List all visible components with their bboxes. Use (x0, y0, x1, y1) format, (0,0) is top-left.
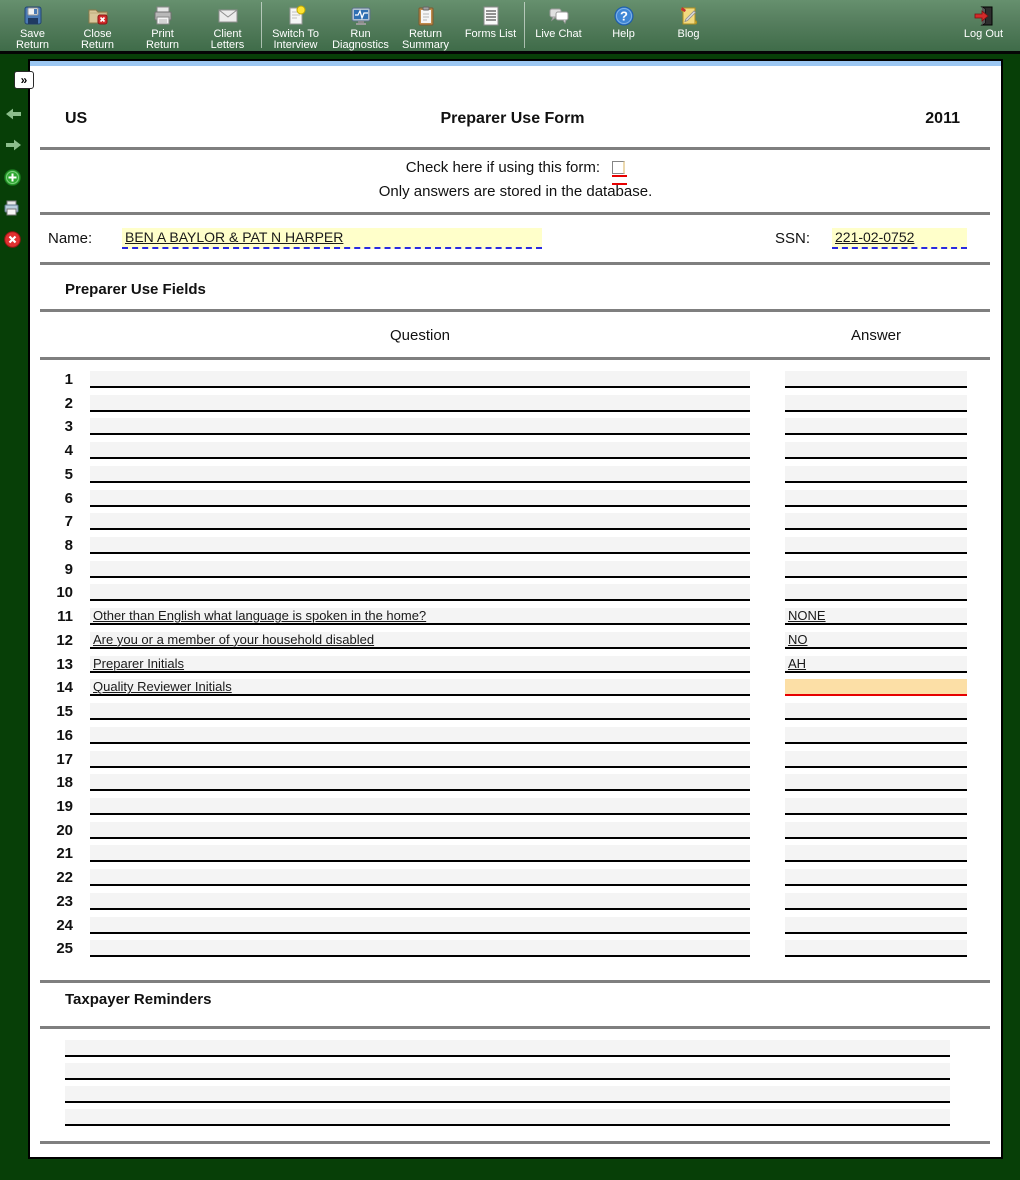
separator (40, 309, 990, 312)
answer-field[interactable]: NONE (785, 608, 967, 625)
toolbar-button-label: Print Return (145, 28, 180, 51)
question-field[interactable]: Quality Reviewer Initials (90, 679, 750, 696)
question-column-header: Question (389, 327, 451, 344)
toolbar-separator (524, 2, 525, 48)
preparer-use-row (30, 679, 1001, 703)
preparer-use-row (30, 561, 1001, 585)
toolbar-button-label: Switch To Interview (272, 28, 319, 51)
answer-field[interactable] (785, 869, 967, 886)
toolbar-button-forms-list[interactable] (458, 0, 523, 40)
question-field[interactable] (90, 822, 750, 839)
reminder-field[interactable] (65, 1040, 950, 1057)
form-header (65, 110, 960, 132)
separator (40, 212, 990, 215)
preparer-use-row (30, 442, 1001, 466)
toolbar-button-blog[interactable] (656, 0, 721, 40)
preparer-use-row (30, 632, 1001, 656)
preparer-use-row (30, 845, 1001, 869)
toolbar-button-live-chat[interactable] (526, 0, 591, 40)
svg-text:?: ? (619, 8, 628, 23)
row-number: 10 (56, 584, 73, 602)
preparer-use-row (30, 917, 1001, 941)
toolbar-button-label: Help (612, 28, 635, 40)
question-field[interactable] (90, 442, 750, 459)
toolbar-button-return-summary[interactable] (393, 0, 458, 51)
close-icon (65, 3, 130, 28)
answer-field[interactable] (785, 940, 967, 957)
answer-field[interactable] (785, 490, 967, 507)
answer-field[interactable] (785, 703, 967, 720)
row-number: 19 (56, 797, 73, 815)
form-title: Preparer Use Form (440, 110, 585, 127)
answer-field[interactable] (785, 727, 967, 744)
answer-field[interactable] (785, 774, 967, 791)
question-field[interactable] (90, 940, 750, 957)
toolbar-button-label: Blog (677, 28, 700, 40)
row-number: 13 (56, 655, 73, 673)
back-arrow-icon (5, 109, 22, 126)
toolbar-button-label: Close Return (80, 28, 115, 51)
question-field[interactable] (90, 418, 750, 435)
row-number: 9 (64, 560, 73, 578)
separator (40, 357, 990, 360)
answer-field[interactable] (785, 371, 967, 388)
question-field[interactable] (90, 371, 750, 388)
check-line (30, 158, 1001, 177)
row-number: 8 (64, 537, 73, 555)
answer-field[interactable] (785, 466, 967, 483)
row-number: 15 (56, 703, 73, 721)
rail-button-forward[interactable] (5, 137, 22, 158)
reminder-field[interactable] (65, 1109, 950, 1126)
toolbar-button-label: Return Summary (401, 28, 450, 51)
diagnostics-icon (328, 3, 393, 28)
preparer-use-row (30, 371, 1001, 395)
question-field[interactable] (90, 561, 750, 578)
question-field[interactable] (90, 917, 750, 934)
answer-field[interactable] (785, 679, 967, 696)
workspace (0, 59, 1020, 1180)
answer-field[interactable] (785, 561, 967, 578)
section-title-preparer-use-fields: Preparer Use Fields (65, 281, 206, 298)
expand-panel-tab[interactable]: » (14, 71, 34, 89)
rail-button-back[interactable] (5, 106, 22, 127)
preparer-use-row (30, 869, 1001, 893)
answer-field[interactable]: AH (785, 656, 967, 673)
row-number: 21 (56, 845, 73, 863)
preparer-use-row (30, 395, 1001, 419)
forms-icon (458, 3, 523, 28)
forward-arrow-icon (5, 140, 22, 157)
question-field[interactable] (90, 845, 750, 862)
check-line-text: Check here if using this form: (405, 159, 601, 176)
reminder-row (30, 1063, 1001, 1086)
taxpayer-reminder-rows (30, 1040, 1001, 1132)
help-icon (591, 3, 656, 28)
interview-icon (263, 3, 328, 28)
form-year: 2011 (925, 110, 960, 127)
toolbar-button-label: Live Chat (535, 28, 582, 40)
question-field[interactable] (90, 774, 750, 791)
row-number: 11 (57, 608, 73, 626)
preparer-use-row (30, 822, 1001, 846)
preparer-use-row (30, 703, 1001, 727)
use-form-checkbox[interactable] (612, 161, 625, 174)
preparer-use-row (30, 774, 1001, 798)
database-note: Only answers are stored in the database. (378, 183, 653, 200)
toolbar-button-log-out[interactable] (951, 0, 1016, 40)
blog-icon (656, 3, 721, 28)
separator (40, 1026, 990, 1029)
row-number: 17 (56, 750, 73, 768)
answer-field[interactable] (785, 751, 967, 768)
preparer-use-row (30, 751, 1001, 775)
answer-field[interactable] (785, 798, 967, 815)
answer-field[interactable] (785, 822, 967, 839)
reminder-row (30, 1040, 1001, 1063)
preparer-use-row (30, 798, 1001, 822)
add-icon (4, 173, 21, 190)
reminder-field[interactable] (65, 1086, 950, 1103)
preparer-use-row (30, 537, 1001, 561)
question-field[interactable] (90, 537, 750, 554)
preparer-use-row (30, 513, 1001, 537)
row-number: 16 (56, 726, 73, 744)
answer-field[interactable] (785, 845, 967, 862)
separator (40, 262, 990, 265)
question-field[interactable] (90, 798, 750, 815)
question-field[interactable] (90, 869, 750, 886)
save-icon (0, 3, 65, 28)
row-number: 2 (64, 394, 73, 412)
name-label: Name: (48, 230, 93, 247)
reminder-row (30, 1086, 1001, 1109)
toolbar-button-client-letters[interactable] (195, 0, 260, 51)
preparer-use-rows (30, 371, 1001, 964)
separator (40, 1141, 990, 1144)
answer-field[interactable] (785, 442, 967, 459)
answer-field[interactable] (785, 537, 967, 554)
row-number: 23 (56, 892, 73, 910)
question-field[interactable] (90, 751, 750, 768)
question-field[interactable]: Are you or a member of your household disabled (90, 632, 750, 649)
preparer-use-row (30, 727, 1001, 751)
row-number: 1 (64, 371, 73, 388)
question-field[interactable] (90, 727, 750, 744)
row-number: 14 (56, 679, 73, 697)
preparer-use-row (30, 418, 1001, 442)
toolbar-button-label: Forms List (464, 28, 517, 40)
rail-button-print-form[interactable] (3, 200, 20, 222)
toolbar-button-label: Log Out (963, 28, 1004, 40)
form-page (28, 59, 1003, 1159)
ssn-label: SSN: (775, 230, 811, 247)
toolbar-button-label: Save Return (15, 28, 50, 51)
rail-button-delete-form[interactable] (4, 231, 21, 253)
separator (40, 147, 990, 150)
preparer-use-row (30, 656, 1001, 680)
chat-icon (526, 3, 591, 28)
answer-field[interactable] (785, 513, 967, 530)
reminder-row (30, 1109, 1001, 1132)
letters-icon (195, 3, 260, 28)
left-rail (0, 59, 30, 1180)
preparer-use-row (30, 940, 1001, 964)
page-top-strip (30, 61, 1001, 66)
summary-icon (393, 3, 458, 28)
question-field[interactable]: Other than English what language is spoken in the home? (90, 608, 750, 625)
ssn-field[interactable]: 221-02-0752 (832, 228, 967, 249)
answer-field[interactable] (785, 917, 967, 934)
question-field[interactable] (90, 395, 750, 412)
preparer-use-row (30, 584, 1001, 608)
row-number: 25 (56, 940, 73, 958)
question-field[interactable] (90, 513, 750, 530)
reminder-field[interactable] (65, 1063, 950, 1080)
name-field[interactable]: BEN A BAYLOR & PAT N HARPER (122, 228, 542, 249)
row-number: 4 (64, 442, 73, 460)
answer-field[interactable] (785, 395, 967, 412)
column-headers (30, 327, 1001, 347)
rail-button-add-form[interactable] (4, 169, 21, 191)
row-number: 12 (56, 631, 73, 649)
preparer-use-row (30, 490, 1001, 514)
question-field[interactable] (90, 703, 750, 720)
question-field[interactable] (90, 466, 750, 483)
toolbar-button-switch-to-interview[interactable] (263, 0, 328, 51)
toolbar-button-print-return[interactable] (130, 0, 195, 51)
toolbar-button-save-return[interactable] (0, 0, 65, 51)
delete-icon (4, 235, 21, 252)
row-number: 7 (64, 513, 73, 531)
answer-field[interactable]: NO (785, 632, 967, 649)
question-field[interactable] (90, 490, 750, 507)
toolbar-button-run-diagnostics[interactable] (328, 0, 393, 51)
toolbar-button-close-return[interactable] (65, 0, 130, 51)
question-field[interactable] (90, 893, 750, 910)
question-field[interactable]: Preparer Initials (90, 656, 750, 673)
answer-field[interactable] (785, 893, 967, 910)
preparer-use-row (30, 608, 1001, 632)
row-number: 6 (64, 489, 73, 507)
answer-column-header: Answer (850, 327, 902, 344)
row-number: 18 (56, 774, 73, 792)
row-number: 20 (56, 821, 73, 839)
toolbar-button-help[interactable] (591, 0, 656, 40)
preparer-use-row (30, 893, 1001, 917)
logout-icon (951, 3, 1016, 28)
row-number: 24 (56, 916, 73, 934)
toolbar-button-label: Client Letters (210, 28, 245, 51)
toolbar-separator (261, 2, 262, 48)
name-ssn-row (48, 228, 1001, 249)
section-title-taxpayer-reminders: Taxpayer Reminders (65, 990, 212, 1008)
toolbar (0, 0, 1020, 54)
row-number: 3 (64, 418, 73, 436)
toolbar-button-label: Run Diagnostics (332, 28, 389, 51)
row-number: 5 (64, 465, 73, 483)
print-icon (130, 3, 195, 28)
answer-field[interactable] (785, 418, 967, 435)
separator (40, 980, 990, 983)
printer-icon (3, 204, 20, 221)
preparer-use-row (30, 466, 1001, 490)
row-number: 22 (56, 869, 73, 887)
answer-field[interactable] (785, 584, 967, 601)
form-country: US (65, 110, 88, 127)
question-field[interactable] (90, 584, 750, 601)
